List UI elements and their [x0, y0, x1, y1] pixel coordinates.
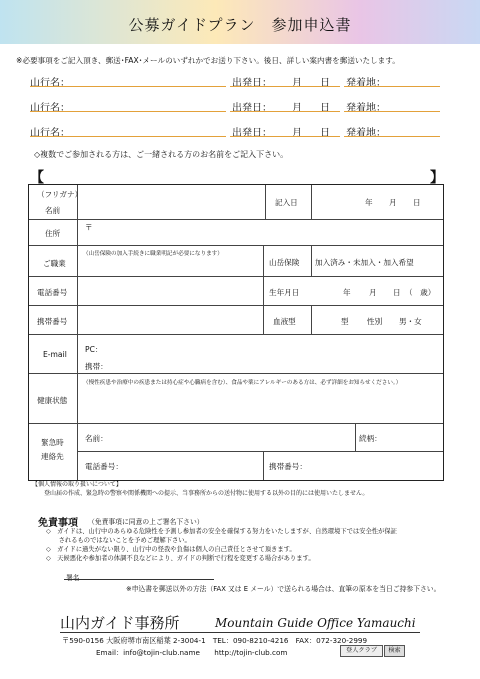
address-label: 住所: [45, 229, 61, 238]
month-label: 月: [292, 78, 302, 89]
arrival-label: 発着地：: [346, 128, 386, 139]
emergency-label-2: 連絡先: [41, 452, 64, 461]
plan-row: [30, 95, 440, 113]
postal-mark: 〒: [85, 223, 93, 232]
page-title: 公募ガイドプラン 参加申込書: [128, 16, 352, 34]
health-label: 健康状態: [37, 396, 68, 405]
disclaimer-item: ◇ ガイドに過失がない限り、山行中の怪我や負傷は個人の自己責任とさせて頂きます。: [46, 546, 296, 553]
relation-label: 続柄：: [359, 434, 382, 443]
signature-field[interactable]: [64, 579, 214, 580]
address-field[interactable]: [95, 223, 435, 243]
disclaimer-item: ◇ ガイドは、山行中のあらゆる危険性を予測し参加者の安全を確保する努力をいたしますが、自然環境下では安全性が保証: [46, 528, 397, 535]
mountain-field[interactable]: [30, 136, 226, 137]
departure-label: 出発日：: [232, 128, 272, 139]
privacy-title: 【個人情報の取り扱いについて】: [32, 481, 122, 488]
mobile-email-field[interactable]: [113, 358, 435, 372]
privacy-body: 登山届の作成、緊急時の警察や関係機関への提示、当事務所からの送付物に使用する以外の目的には使用いたしません。: [44, 490, 369, 497]
notice-text: ※必要事項をご記入頂き、郵送･FAX･メールのいずれかでお送り下さい。後日、詳しい案内書を郵送いたします。: [16, 56, 400, 65]
disclaimer-item: ◇ 天候悪化や参加者の体調不良などにより、ガイドの判断で行程を変更する場合があります。: [46, 555, 315, 562]
arrival-field[interactable]: [344, 136, 440, 137]
emergency-label-1: 緊急時: [41, 438, 64, 447]
birthdate-label: 生年月日: [269, 288, 300, 297]
emergency-mobile-label: 携帯番号：: [269, 462, 307, 471]
health-field[interactable]: [81, 389, 435, 419]
health-note: （慢性疾患や治療中の疾患または持心症や心臓病を含む）、食品や薬にアレルギーのある方は、必ず詳細をお知らせください。）: [83, 380, 402, 386]
entry-day-label: 日: [413, 198, 421, 207]
arrival-field[interactable]: [344, 111, 440, 112]
mobile-field[interactable]: [81, 308, 259, 332]
blood-type-suffix: 型: [341, 317, 349, 326]
mountain-label: 山行名：: [30, 103, 70, 114]
mobile-label: 携帯番号: [37, 317, 68, 326]
disclaimer-subtitle: （免責事項に同意の上ご署名下さい）: [88, 518, 204, 526]
month-label: 月: [292, 103, 302, 114]
company-divider: [60, 632, 420, 633]
insurance-options[interactable]: 加入済み・未加入・加入希望: [315, 258, 414, 267]
furigana-label: （フリガナ）: [37, 190, 83, 199]
disclaimer-item: されるものではないことを予めご理解下さい。: [46, 537, 191, 544]
arrival-label: 発着地：: [346, 103, 386, 114]
emergency-name-label: 名前：: [85, 434, 108, 443]
blood-type-label: 血液型: [273, 317, 296, 326]
mountain-label: 山行名：: [30, 128, 70, 139]
occupation-label: ご職業: [43, 259, 66, 268]
mountain-field[interactable]: [30, 111, 226, 112]
departure-field[interactable]: [230, 111, 340, 112]
departure-label: 出発日：: [232, 103, 272, 114]
phone-label: 電話番号: [37, 288, 68, 297]
departure-label: 出発日：: [232, 78, 272, 89]
plan-row: [30, 70, 440, 88]
bracket-open: 【: [30, 170, 44, 186]
fax-note: ※申込書を郵送以外の方法（FAX 又は E メール）で送られる場合は、直筆の原本を当日ご持参下さい。: [126, 585, 441, 593]
mobile-email-label: 携帯：: [85, 362, 108, 371]
arrival-label: 発着地：: [346, 78, 386, 89]
application-form: [28, 184, 444, 481]
mountain-field[interactable]: [30, 86, 226, 87]
pc-email-label: PC：: [85, 345, 103, 354]
day-label: 日: [320, 128, 330, 139]
day-label: 日: [320, 103, 330, 114]
birth-year-label: 年: [343, 288, 351, 297]
email-label: E-mail: [43, 350, 67, 359]
birth-month-label: 月: [369, 288, 377, 297]
bracket-close: 】: [430, 170, 444, 186]
emergency-phone-label: 電話番号：: [85, 462, 123, 471]
search-box: 登人クラブ: [340, 645, 383, 657]
name-field[interactable]: [81, 189, 261, 215]
plan-row: [30, 120, 440, 138]
phone-field[interactable]: [81, 279, 259, 303]
company-contact: Email：info@tojin-club.name http://tojin-club.com: [96, 648, 288, 657]
pc-email-field[interactable]: [109, 341, 435, 355]
month-label: 月: [292, 128, 302, 139]
signature-label: 署名: [66, 574, 80, 582]
birth-day-label: 日: [393, 288, 401, 297]
mountain-label: 山行名：: [30, 78, 70, 89]
day-label: 日: [320, 78, 330, 89]
disclaimer-title: 免責事項: [38, 518, 78, 529]
company-address: 〒590-0156 大阪府堺市南区稲葉 2-3004-1 TEL：090-8210-4216 FAX：072-320-2999: [62, 636, 368, 645]
insurance-label: 山岳保険: [269, 258, 300, 267]
company-name-ja: 山内ガイド事務所: [60, 614, 180, 632]
gender-label: 性別: [367, 317, 383, 326]
entry-year-label: 年: [365, 198, 373, 207]
arrival-field[interactable]: [344, 86, 440, 87]
entry-month-label: 月: [389, 198, 397, 207]
occupation-note: （山岳保険の加入手続きに職業明記が必要になります）: [83, 251, 223, 257]
gender-options[interactable]: 男・女: [399, 317, 422, 326]
multi-participant-note: ◇複数でご参加される方は、ご一緒される方のお名前をご記入下さい。: [34, 150, 289, 159]
departure-field[interactable]: [230, 136, 340, 137]
departure-field[interactable]: [230, 86, 340, 87]
company-name-en: Mountain Guide Office Yamauchi: [215, 616, 416, 630]
name-label: 名前: [45, 206, 61, 215]
entry-date-label: 記入日: [275, 198, 298, 207]
search-button: 検索: [384, 645, 405, 657]
age-label: （ 歳）: [405, 288, 436, 297]
